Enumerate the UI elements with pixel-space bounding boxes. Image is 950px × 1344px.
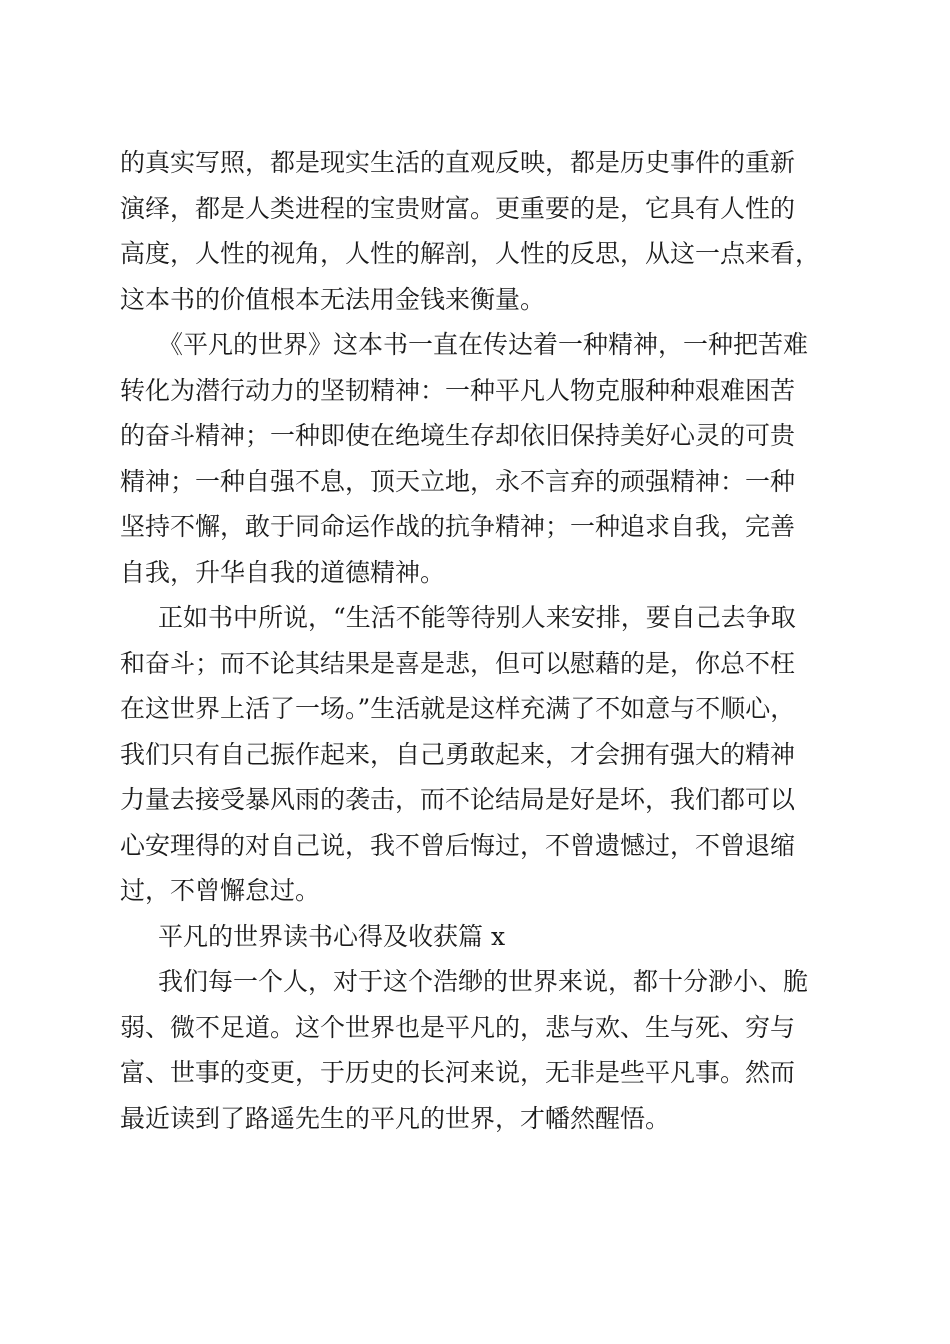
text-line: 弱、微不足道。这个世界也是平凡的，悲与欢、生与死、穷与 (120, 1012, 796, 1042)
text-line: 精神；一种自强不息，顶天立地，永不言弃的顽强精神：一种 (120, 466, 796, 496)
text-line: 自我，升华自我的道德精神。 (120, 557, 446, 587)
paragraph-start-line: 《平凡的世界》这本书一直在传达着一种精神，一种把苦难 (158, 330, 809, 359)
text-line: 心安理得的对自己说，我不曾后悔过，不曾遗憾过，不曾退缩 (120, 830, 796, 860)
text-line: 我们只有自己振作起来，自己勇敢起来，才会拥有强大的精神 (120, 739, 796, 769)
text-line: 最近读到了路遥先生的平凡的世界，才幡然醒悟。 (120, 1103, 671, 1133)
text-line: 和奋斗；而不论其结果是喜是悲，但可以慰藉的是，你总不枉 (120, 648, 796, 678)
text-line: 演绎，都是人类进程的宝贵财富。更重要的是，它具有人性的 (120, 193, 796, 223)
paragraph-start-line: 我们每一个人，对于这个浩缈的世界来说，都十分渺小、脆 (158, 967, 809, 996)
document-body (120, 140, 840, 1141)
text-line: 这本书的价值根本无法用金钱来衡量。 (120, 284, 546, 314)
text-line: 转化为潜行动力的坚韧精神：一种平凡人物克服种种艰难困苦 (120, 375, 796, 405)
paragraph-start-line: 正如书中所说，“生活不能等待别人来安排，要自己去争取 (158, 603, 796, 632)
text-line: 的奋斗精神；一种即使在绝境生存却依旧保持美好心灵的可贵 (120, 421, 796, 450)
text-line: 在这世界上活了一场。”生活就是这样充满了不如意与不顺心， (120, 694, 796, 723)
section-heading: 平凡的世界读书心得及收获篇 x (158, 921, 506, 951)
text-line: 富、世事的变更，于历史的长河来说，无非是些平凡事。然而 (120, 1058, 796, 1087)
text-line: 力量去接受暴风雨的袭击，而不论结局是好是坏，我们都可以 (120, 785, 796, 814)
text-line: 过，不曾懈怠过。 (120, 876, 321, 905)
text-line: 高度，人性的视角，人性的解剖，人性的反思，从这一点来看， (120, 239, 821, 268)
text-line: 坚持不懈，敢于同命运作战的抗争精神；一种追求自我，完善 (120, 512, 796, 541)
text-line: 的真实写照，都是现实生活的直观反映，都是历史事件的重新 (120, 148, 796, 177)
